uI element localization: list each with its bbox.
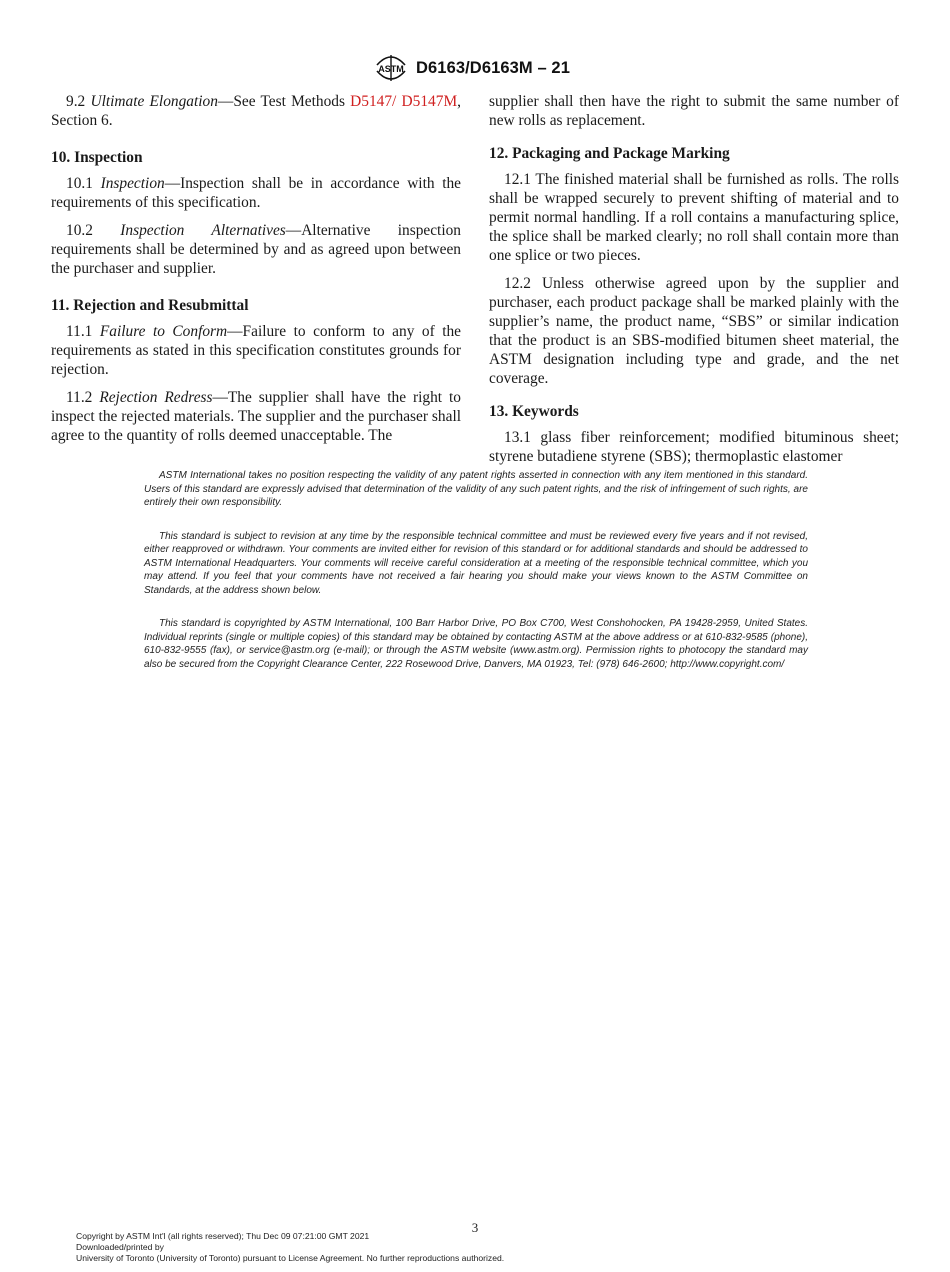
paragraph-term: Inspection Alternatives [120, 222, 286, 239]
paragraph-number: 11.2 [66, 389, 93, 406]
page-number: 3 [471, 1220, 479, 1235]
patent-notice: ASTM International takes no position respecting the validity of any patent rights asserted in connection with any item mentioned in this standard. Users of this standard are expressly advised that determination of the validity of any such patent rights, and the risk of infringement of such rights, are entirely their own responsibility. [144, 470, 808, 508]
astm-logo-icon [372, 53, 410, 83]
section-10-2 [51, 221, 461, 278]
document-designation: D6163/D6163M – 21 [416, 59, 570, 77]
section-12-2: 12.2 Unless otherwise agreed upon by the supplier and purchaser, each product package shall be marked plainly with the supplier’s name, the product name, “SBS” or similar indication that the product is an SBS-modified bitumen sheet material, the ASTM designation including type and grade, and the net coverage. [489, 275, 899, 387]
logo-text: ASTM [378, 64, 404, 74]
paragraph-text: —See Test Methods [217, 93, 351, 110]
paragraph-number: 11.1 [66, 323, 93, 340]
legal-notices [144, 469, 808, 691]
paragraph-text: —Alternative inspection requirements shall be determined by and as agreed upon between the purchaser and supplier. [51, 222, 461, 277]
paragraph-text: , Section 6. [51, 93, 461, 129]
section-12-1: 12.1 The finished material shall be furnished as rolls. The rolls shall be wrapped securely to prevent shifting of material and to permit normal handling. If a roll contains a manufacturing splice, the splice shall be marked clearly; no roll shall contain more than one splice or two pieces. [489, 171, 899, 264]
paragraph-term: Failure to Conform [99, 323, 228, 340]
section-11-1 [51, 322, 461, 379]
copyright-notice: This standard is copyrighted by ASTM International, 100 Barr Harbor Drive, PO Box C700, West Conshohocken, PA 19428-2959, United States. Individual reprints (single or multiple copies) of this standard may be obtained by contacting ASTM at the above address or at 610-832-9585 (phone), 610-832-9555 (fax), or service@astm.org (e-mail); or through the ASTM website (www.astm.org). Permission rights to photocopy the standard may also be secured from the Copyright Clearance Center, 222 Rosewood Drive, Danvers, MA 01923, Tel: (978) 646-2600; http://www.copyright.com/ [144, 618, 808, 670]
heading-13: 13. Keywords [489, 403, 579, 420]
paragraph-text: —Failure to conform to any of the requirements as stated in this specification constitutes grounds for rejection. [51, 323, 461, 378]
paragraph-text: —The supplier shall have the right to inspect the rejected materials. The supplier and the purchaser shall agree to the quantity of rolls deemed unacceptable. The [51, 389, 461, 444]
paragraph-number: 9.2 [66, 93, 86, 110]
heading-10: 10. Inspection [51, 149, 143, 166]
section-9-2 [51, 92, 461, 130]
section-13-1: 13.1 glass fiber reinforcement; modified bituminous sheet; styrene butadiene styrene (SBS); thermoplastic elastomer [489, 429, 899, 465]
section-11-2 [51, 388, 461, 445]
heading-11: 11. Rejection and Resubmittal [51, 297, 249, 314]
footer-copyright-line: Copyright by ASTM Int'l (all rights reserved); Thu Dec 09 07:21:00 GMT 2021 [76, 1231, 370, 1241]
paragraph-term: Rejection Redress [99, 389, 213, 406]
paragraph-term: Inspection [100, 175, 165, 192]
footer-downloaded-line: Downloaded/printed by [76, 1242, 164, 1252]
d5147-link[interactable]: D5147/ [350, 93, 397, 110]
footer-license-line: University of Toronto (University of Toronto) pursuant to License Agreement. No further reproductions authorized. [76, 1253, 505, 1263]
section-10-1 [51, 174, 461, 212]
heading-12: 12. Packaging and Package Marking [489, 145, 730, 162]
paragraph-text: —Inspection shall be in accordance with the requirements of this specification. [51, 175, 462, 211]
revision-notice: This standard is subject to revision at any time by the responsible technical committee and must be reviewed every five years and if not revised, either reapproved or withdrawn. Your comments are invited either for revision of this standard or for additional standards and should be addressed to ASTM International Headquarters. Your comments will receive careful consideration at a meeting of the responsible technical committee, which you may attend. If you feel that your comments have not received a fair hearing you should make your views known to the ASTM Committee on Standards, at the address shown below. [144, 530, 808, 596]
page-header [0, 53, 950, 85]
section-11-2-continued: supplier shall then have the right to submit the same number of new rolls as replacement. [489, 93, 899, 129]
right-column [489, 92, 899, 466]
paragraph-number: 10.2 [66, 222, 93, 239]
paragraph-number: 10.1 [66, 175, 93, 192]
d5147m-link[interactable]: D5147M [401, 93, 458, 110]
left-column [51, 92, 461, 445]
paragraph-term: Ultimate Elongation [90, 93, 218, 110]
download-footer [76, 1231, 504, 1264]
